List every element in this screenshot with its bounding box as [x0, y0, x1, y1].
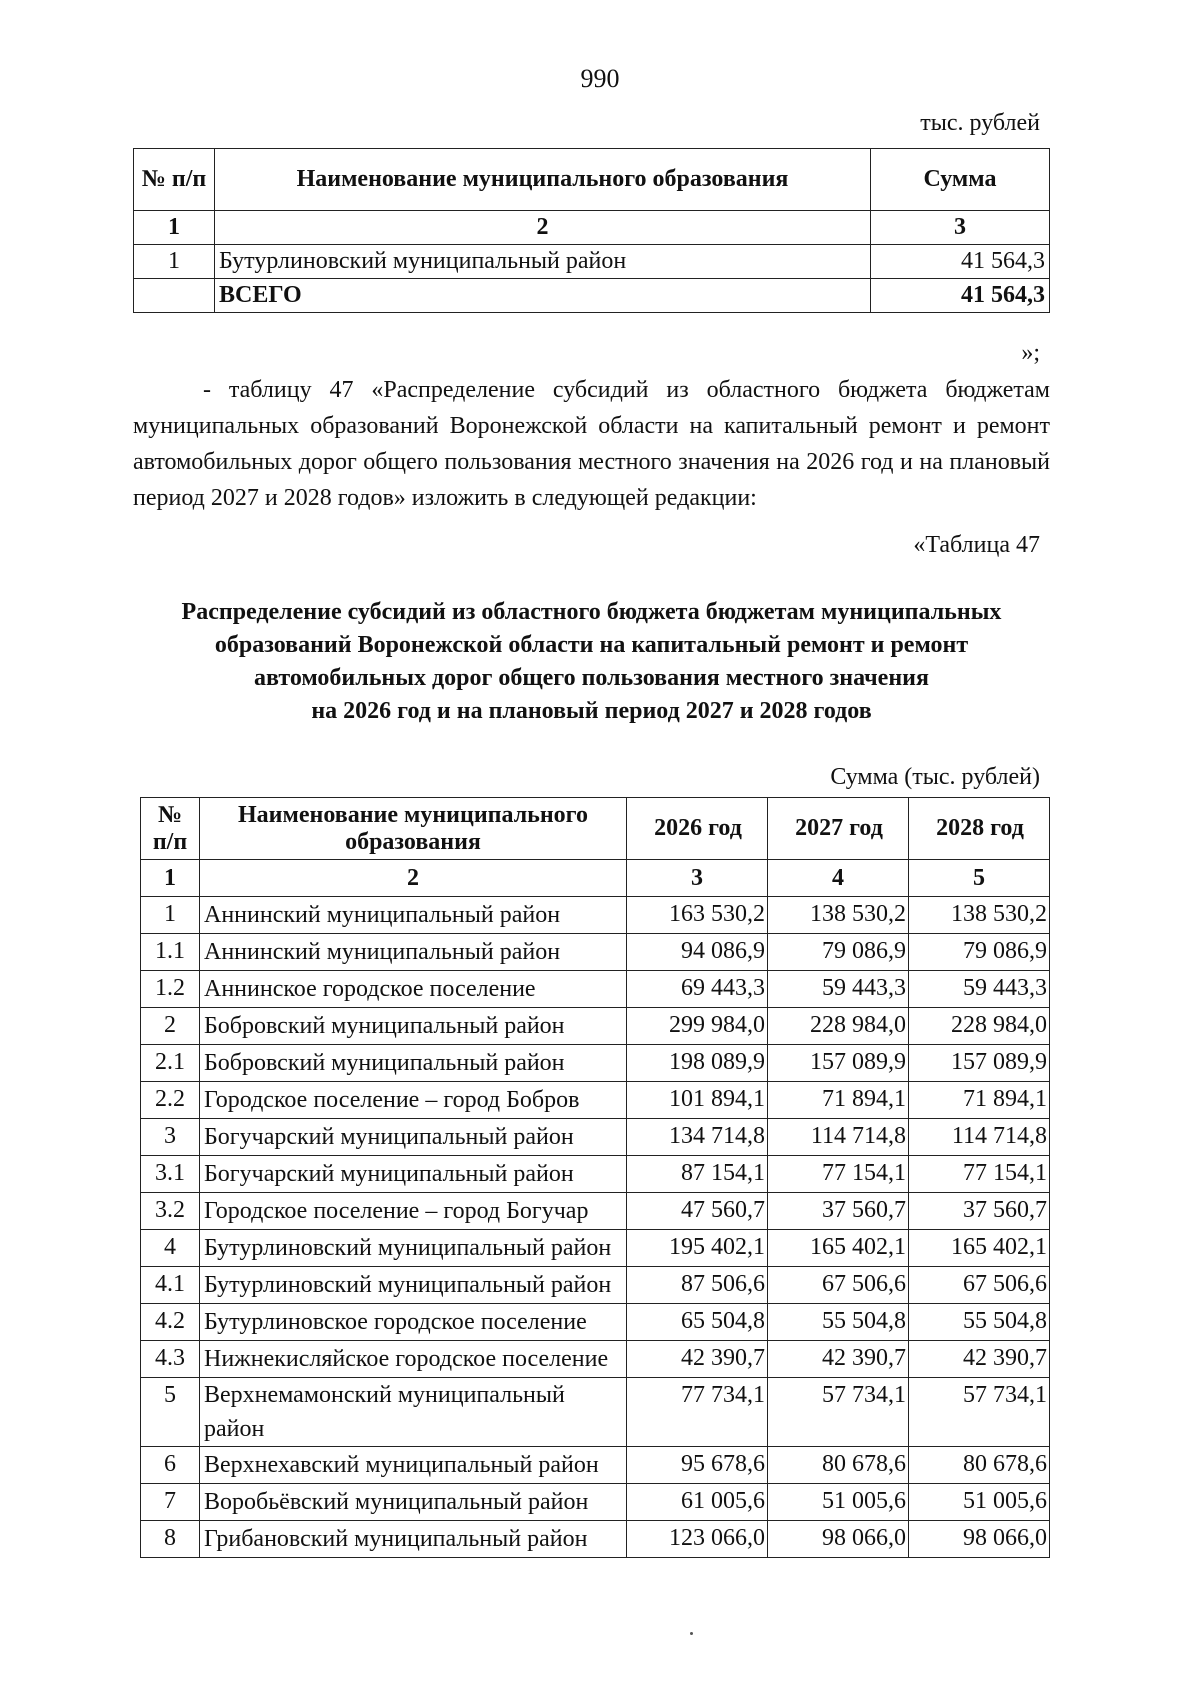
cell-y2028: 157 089,9 — [909, 1045, 1050, 1082]
cell-y2026: 65 504,8 — [627, 1304, 768, 1341]
t2-header-name: Наименование муниципального образования — [200, 798, 627, 860]
table-row — [141, 1119, 1050, 1156]
cell-y2028: 37 560,7 — [909, 1193, 1050, 1230]
cell-y2027: 79 086,9 — [768, 934, 909, 971]
cell-y2026: 94 086,9 — [627, 934, 768, 971]
cell-num: 7 — [141, 1484, 200, 1521]
cell-name: Воробьёвский муниципальный район — [200, 1484, 627, 1521]
t2-header-2028: 2028 год — [909, 798, 1050, 860]
cell-y2026: 123 066,0 — [627, 1521, 768, 1558]
cell-num: 5 — [141, 1378, 200, 1447]
cell-y2027: 67 506,6 — [768, 1267, 909, 1304]
cell-y2028: 57 734,1 — [909, 1378, 1050, 1447]
table1-unit: тыс. рублей — [920, 110, 1040, 136]
t2-colnum-5: 5 — [909, 860, 1050, 897]
table-row — [141, 934, 1050, 971]
cell-name: Бутурлиновский муниципальный район — [200, 1267, 627, 1304]
scan-artifact — [690, 1632, 693, 1635]
cell-y2027: 228 984,0 — [768, 1008, 909, 1045]
cell-name: Бутурлиновское городское поселение — [200, 1304, 627, 1341]
table-row — [141, 1045, 1050, 1082]
cell-num: 6 — [141, 1447, 200, 1484]
cell-num: 1 — [141, 897, 200, 934]
quote-close: »; — [1021, 340, 1040, 366]
cell-y2028: 42 390,7 — [909, 1341, 1050, 1378]
t1-colnum-2: 2 — [215, 211, 871, 245]
cell-y2026: 47 560,7 — [627, 1193, 768, 1230]
table-row — [141, 971, 1050, 1008]
t1-total-sum: 41 564,3 — [871, 279, 1050, 313]
cell-num: 4.3 — [141, 1341, 200, 1378]
t2-colnum-2: 2 — [200, 860, 627, 897]
t1-row-name: Бутурлиновский муниципальный район — [215, 245, 871, 279]
cell-y2027: 98 066,0 — [768, 1521, 909, 1558]
cell-y2026: 299 984,0 — [627, 1008, 768, 1045]
cell-y2026: 195 402,1 — [627, 1230, 768, 1267]
table-row — [141, 1193, 1050, 1230]
t1-header-num: № п/п — [134, 149, 215, 211]
cell-y2028: 138 530,2 — [909, 897, 1050, 934]
table-row — [141, 1378, 1050, 1447]
t2-header-2026: 2026 год — [627, 798, 768, 860]
cell-y2027: 51 005,6 — [768, 1484, 909, 1521]
cell-name: Бобровский муниципальный район — [200, 1008, 627, 1045]
t1-header-name: Наименование муниципального образования — [215, 149, 871, 211]
cell-y2026: 134 714,8 — [627, 1119, 768, 1156]
cell-y2027: 59 443,3 — [768, 971, 909, 1008]
cell-name: Аннинский муниципальный район — [200, 897, 627, 934]
cell-y2026: 163 530,2 — [627, 897, 768, 934]
t2-colnum-4: 4 — [768, 860, 909, 897]
cell-y2026: 61 005,6 — [627, 1484, 768, 1521]
cell-y2028: 80 678,6 — [909, 1447, 1050, 1484]
cell-y2028: 228 984,0 — [909, 1008, 1050, 1045]
cell-y2027: 165 402,1 — [768, 1230, 909, 1267]
page-number: 990 — [580, 64, 620, 93]
cell-y2028: 114 714,8 — [909, 1119, 1050, 1156]
cell-y2026: 95 678,6 — [627, 1447, 768, 1484]
table2-unit: Сумма (тыс. рублей) — [830, 764, 1040, 790]
table-row — [141, 1521, 1050, 1558]
cell-name: Грибановский муниципальный район — [200, 1521, 627, 1558]
cell-y2028: 67 506,6 — [909, 1267, 1050, 1304]
t1-header-sum: Сумма — [871, 149, 1050, 211]
cell-y2026: 69 443,3 — [627, 971, 768, 1008]
cell-y2026: 101 894,1 — [627, 1082, 768, 1119]
cell-name: Бутурлиновский муниципальный район — [200, 1230, 627, 1267]
cell-num: 1.2 — [141, 971, 200, 1008]
cell-y2028: 77 154,1 — [909, 1156, 1050, 1193]
cell-y2028: 59 443,3 — [909, 971, 1050, 1008]
t1-total-label: ВСЕГО — [215, 279, 871, 313]
table-total-row — [134, 279, 1050, 313]
table-2-body — [141, 897, 1050, 1558]
cell-y2028: 51 005,6 — [909, 1484, 1050, 1521]
cell-name: Городское поселение – город Богучар — [200, 1193, 627, 1230]
cell-y2026: 77 734,1 — [627, 1378, 768, 1447]
cell-num: 3.1 — [141, 1156, 200, 1193]
cell-name: Богучарский муниципальный район — [200, 1156, 627, 1193]
cell-name: Нижнекисляйское городское поселение — [200, 1341, 627, 1378]
table-row — [141, 1341, 1050, 1378]
cell-num: 2.2 — [141, 1082, 200, 1119]
t1-row-sum: 41 564,3 — [871, 245, 1050, 279]
cell-name: Верхнехавский муниципальный район — [200, 1447, 627, 1484]
table-2 — [140, 797, 1050, 1558]
cell-y2027: 77 154,1 — [768, 1156, 909, 1193]
cell-y2028: 165 402,1 — [909, 1230, 1050, 1267]
cell-y2028: 71 894,1 — [909, 1082, 1050, 1119]
cell-name: Городское поселение – город Бобров — [200, 1082, 627, 1119]
table-row — [141, 1267, 1050, 1304]
t1-row-num: 1 — [134, 245, 215, 279]
cell-num: 2 — [141, 1008, 200, 1045]
t1-colnum-1: 1 — [134, 211, 215, 245]
cell-y2027: 37 560,7 — [768, 1193, 909, 1230]
cell-num: 3 — [141, 1119, 200, 1156]
cell-y2026: 42 390,7 — [627, 1341, 768, 1378]
table-1 — [133, 148, 1050, 313]
cell-num: 1.1 — [141, 934, 200, 971]
cell-y2026: 87 154,1 — [627, 1156, 768, 1193]
t2-colnum-1: 1 — [141, 860, 200, 897]
cell-y2027: 42 390,7 — [768, 1341, 909, 1378]
t2-header-2027: 2027 год — [768, 798, 909, 860]
table-row — [141, 1230, 1050, 1267]
cell-num: 4.1 — [141, 1267, 200, 1304]
cell-num: 4.2 — [141, 1304, 200, 1341]
cell-name: Богучарский муниципальный район — [200, 1119, 627, 1156]
cell-y2027: 55 504,8 — [768, 1304, 909, 1341]
table-row — [141, 1304, 1050, 1341]
cell-num: 2.1 — [141, 1045, 200, 1082]
cell-num: 4 — [141, 1230, 200, 1267]
cell-name: Аннинское городское поселение — [200, 971, 627, 1008]
table-row — [141, 1484, 1050, 1521]
table-row — [141, 897, 1050, 934]
cell-y2027: 138 530,2 — [768, 897, 909, 934]
cell-y2026: 198 089,9 — [627, 1045, 768, 1082]
table-row — [141, 1156, 1050, 1193]
table-row — [141, 1447, 1050, 1484]
table-label: «Таблица 47 — [913, 532, 1040, 558]
table-title: Распределение субсидий из областного бюджета бюджетам муниципальных образований Воронежской области на капитальный ремонт и ремонт автомобильных дорог общего пользования местного значения на 2026 год и на плановый период 2027 и 2028 годов — [181, 599, 1002, 724]
cell-num: 3.2 — [141, 1193, 200, 1230]
cell-num: 8 — [141, 1521, 200, 1558]
cell-name: Бобровский муниципальный район — [200, 1045, 627, 1082]
t1-colnum-3: 3 — [871, 211, 1050, 245]
table-row — [141, 1008, 1050, 1045]
t2-header-num: № п/п — [141, 798, 200, 860]
table-row — [141, 1082, 1050, 1119]
cell-y2027: 71 894,1 — [768, 1082, 909, 1119]
cell-y2028: 79 086,9 — [909, 934, 1050, 971]
t2-colnum-3: 3 — [627, 860, 768, 897]
cell-name: Верхнемамонский муниципальный район — [200, 1378, 627, 1447]
cell-y2027: 57 734,1 — [768, 1378, 909, 1447]
amendment-paragraph: - таблицу 47 «Распределение субсидий из областного бюджета бюджетам муниципальных образований Воронежской области на капитальный ремонт и ремонт автомобильных дорог общего пользования местного значения на 2026 год и на плановый период 2027 и 2028 годов» изложить в следующей редакции: — [133, 377, 1050, 511]
cell-y2027: 114 714,8 — [768, 1119, 909, 1156]
cell-y2028: 55 504,8 — [909, 1304, 1050, 1341]
cell-name: Аннинский муниципальный район — [200, 934, 627, 971]
cell-y2027: 80 678,6 — [768, 1447, 909, 1484]
cell-y2026: 87 506,6 — [627, 1267, 768, 1304]
cell-y2027: 157 089,9 — [768, 1045, 909, 1082]
table-row — [134, 245, 1050, 279]
cell-y2028: 98 066,0 — [909, 1521, 1050, 1558]
